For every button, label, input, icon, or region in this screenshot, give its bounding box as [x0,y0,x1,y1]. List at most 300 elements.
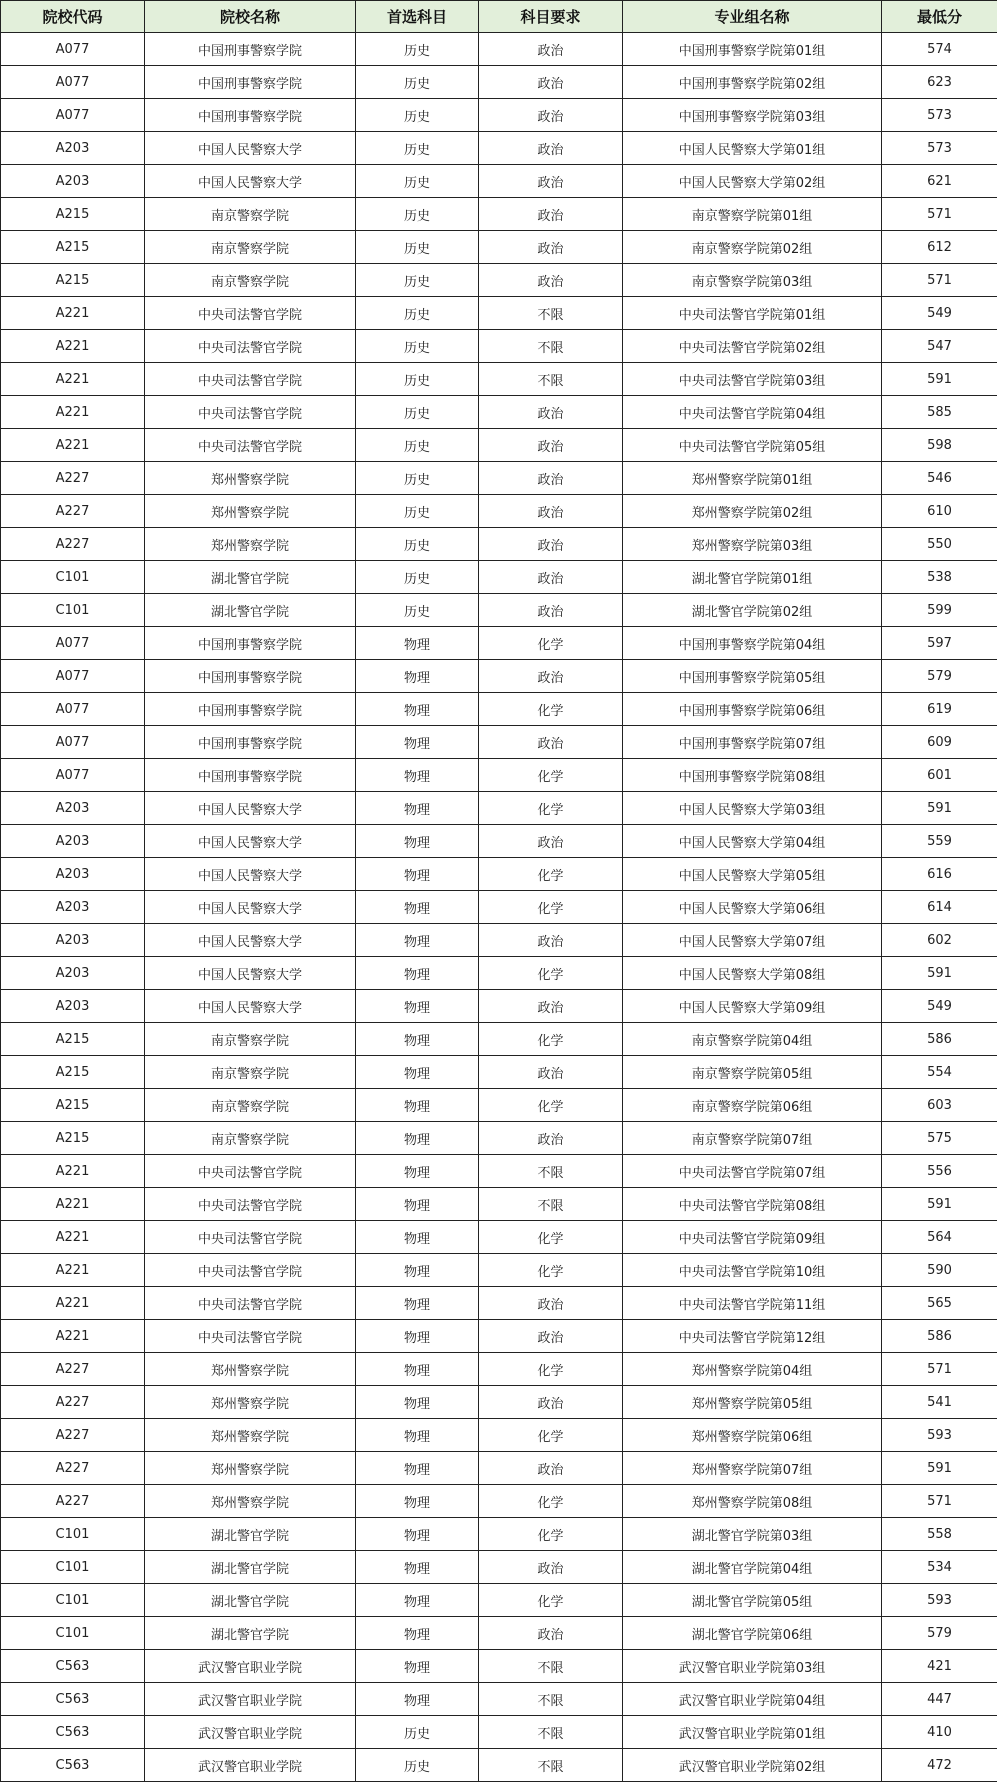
cell-school-code: A203 [1,990,145,1023]
cell-min-score: 591 [882,792,997,825]
cell-school-name: 中国人民警察大学 [145,957,356,990]
cell-first-subject: 历史 [356,462,479,495]
cell-major-group-name: 南京警察学院第07组 [623,1122,882,1155]
cell-subject-requirement: 化学 [479,1089,623,1122]
cell-min-score: 621 [882,165,997,198]
cell-subject-requirement: 政治 [479,660,623,693]
cell-min-score: 558 [882,1518,997,1551]
cell-subject-requirement: 化学 [479,1221,623,1254]
cell-school-code: A215 [1,1122,145,1155]
cell-major-group-name: 南京警察学院第02组 [623,231,882,264]
table-row [1,1551,997,1584]
cell-first-subject: 历史 [356,297,479,330]
cell-first-subject: 历史 [356,495,479,528]
cell-school-code: A203 [1,165,145,198]
cell-subject-requirement: 政治 [479,165,623,198]
cell-subject-requirement: 不限 [479,363,623,396]
cell-school-code: A215 [1,264,145,297]
cell-school-name: 湖北警官学院 [145,1518,356,1551]
cell-major-group-name: 南京警察学院第01组 [623,198,882,231]
cell-min-score: 591 [882,1452,997,1485]
cell-major-group-name: 郑州警察学院第03组 [623,528,882,561]
cell-school-code: A077 [1,660,145,693]
cell-school-code: C101 [1,561,145,594]
table-header [1,1,997,33]
cell-major-group-name: 武汉警官职业学院第03组 [623,1650,882,1683]
cell-school-code: A221 [1,396,145,429]
cell-first-subject: 物理 [356,1122,479,1155]
cell-major-group-name: 中国人民警察大学第08组 [623,957,882,990]
cell-school-name: 中国刑事警察学院 [145,66,356,99]
cell-school-code: A227 [1,1386,145,1419]
cell-subject-requirement: 政治 [479,1287,623,1320]
cell-first-subject: 物理 [356,726,479,759]
cell-school-code: C101 [1,1617,145,1650]
cell-school-name: 中央司法警官学院 [145,297,356,330]
cell-first-subject: 物理 [356,957,479,990]
cell-major-group-name: 郑州警察学院第06组 [623,1419,882,1452]
cell-school-code: C101 [1,594,145,627]
cell-major-group-name: 郑州警察学院第05组 [623,1386,882,1419]
cell-school-name: 郑州警察学院 [145,1386,356,1419]
cell-major-group-name: 湖北警官学院第05组 [623,1584,882,1617]
cell-school-name: 中国刑事警察学院 [145,726,356,759]
cell-school-code: C563 [1,1716,145,1749]
cell-subject-requirement: 政治 [479,132,623,165]
cell-min-score: 472 [882,1749,997,1782]
cell-school-name: 南京警察学院 [145,231,356,264]
cell-subject-requirement: 政治 [479,462,623,495]
cell-subject-requirement: 政治 [479,825,623,858]
cell-school-name: 湖北警官学院 [145,561,356,594]
cell-school-name: 中央司法警官学院 [145,396,356,429]
cell-major-group-name: 南京警察学院第06组 [623,1089,882,1122]
cell-subject-requirement: 政治 [479,924,623,957]
cell-min-score: 550 [882,528,997,561]
header-major-group-name: 专业组名称 [623,1,882,33]
cell-subject-requirement: 政治 [479,528,623,561]
cell-subject-requirement: 化学 [479,858,623,891]
cell-school-name: 郑州警察学院 [145,1419,356,1452]
cell-subject-requirement: 不限 [479,1683,623,1716]
table-row [1,1518,997,1551]
cell-first-subject: 历史 [356,594,479,627]
cell-subject-requirement: 政治 [479,66,623,99]
cell-subject-requirement: 化学 [479,1353,623,1386]
cell-min-score: 571 [882,264,997,297]
cell-school-name: 南京警察学院 [145,198,356,231]
cell-min-score: 573 [882,99,997,132]
cell-subject-requirement: 化学 [479,792,623,825]
cell-school-name: 武汉警官职业学院 [145,1749,356,1782]
cell-first-subject: 物理 [356,1353,479,1386]
cell-first-subject: 物理 [356,792,479,825]
cell-first-subject: 历史 [356,396,479,429]
cell-major-group-name: 郑州警察学院第02组 [623,495,882,528]
cell-school-code: A077 [1,627,145,660]
cell-first-subject: 历史 [356,528,479,561]
table-row [1,660,997,693]
table-row [1,561,997,594]
table-row [1,1716,997,1749]
table-row [1,1023,997,1056]
cell-school-name: 中央司法警官学院 [145,363,356,396]
cell-school-code: A203 [1,957,145,990]
cell-min-score: 579 [882,1617,997,1650]
cell-school-name: 南京警察学院 [145,264,356,297]
cell-min-score: 556 [882,1155,997,1188]
cell-subject-requirement: 政治 [479,429,623,462]
cell-subject-requirement: 化学 [479,1584,623,1617]
cell-min-score: 590 [882,1254,997,1287]
cell-subject-requirement: 不限 [479,1716,623,1749]
cell-min-score: 591 [882,957,997,990]
cell-subject-requirement: 政治 [479,561,623,594]
cell-min-score: 591 [882,1188,997,1221]
cell-subject-requirement: 化学 [479,891,623,924]
cell-first-subject: 物理 [356,891,479,924]
cell-school-code: A077 [1,759,145,792]
cell-first-subject: 物理 [356,1023,479,1056]
cell-school-code: A077 [1,726,145,759]
table-row [1,1320,997,1353]
cell-major-group-name: 中央司法警官学院第01组 [623,297,882,330]
cell-school-code: C563 [1,1683,145,1716]
cell-min-score: 538 [882,561,997,594]
cell-subject-requirement: 政治 [479,1617,623,1650]
table-row [1,297,997,330]
cell-subject-requirement: 化学 [479,627,623,660]
cell-min-score: 554 [882,1056,997,1089]
cell-min-score: 541 [882,1386,997,1419]
cell-first-subject: 物理 [356,1518,479,1551]
table-row [1,33,997,66]
cell-school-code: A221 [1,1320,145,1353]
cell-subject-requirement: 政治 [479,231,623,264]
table-row [1,1122,997,1155]
cell-subject-requirement: 化学 [479,1485,623,1518]
cell-major-group-name: 中国人民警察大学第06组 [623,891,882,924]
header-row [1,1,997,33]
cell-school-name: 中国人民警察大学 [145,825,356,858]
cell-school-code: A203 [1,858,145,891]
cell-first-subject: 物理 [356,759,479,792]
cell-subject-requirement: 不限 [479,297,623,330]
cell-school-code: A221 [1,1287,145,1320]
cell-min-score: 619 [882,693,997,726]
cell-school-code: A215 [1,198,145,231]
cell-first-subject: 历史 [356,33,479,66]
cell-first-subject: 历史 [356,1749,479,1782]
cell-major-group-name: 郑州警察学院第01组 [623,462,882,495]
cell-subject-requirement: 政治 [479,990,623,1023]
cell-school-code: A203 [1,924,145,957]
table-row [1,1353,997,1386]
cell-subject-requirement: 政治 [479,1056,623,1089]
cell-first-subject: 物理 [356,825,479,858]
cell-min-score: 602 [882,924,997,957]
cell-first-subject: 物理 [356,693,479,726]
cell-major-group-name: 中国刑事警察学院第02组 [623,66,882,99]
cell-school-code: A077 [1,99,145,132]
cell-first-subject: 物理 [356,1485,479,1518]
cell-major-group-name: 中央司法警官学院第05组 [623,429,882,462]
cell-school-name: 中央司法警官学院 [145,1221,356,1254]
cell-school-name: 中国人民警察大学 [145,858,356,891]
cell-major-group-name: 湖北警官学院第02组 [623,594,882,627]
cell-first-subject: 物理 [356,858,479,891]
cell-major-group-name: 中国刑事警察学院第08组 [623,759,882,792]
cell-major-group-name: 中国人民警察大学第09组 [623,990,882,1023]
cell-school-name: 中国刑事警察学院 [145,759,356,792]
header-subject-requirement: 科目要求 [479,1,623,33]
cell-first-subject: 物理 [356,1254,479,1287]
cell-first-subject: 历史 [356,330,479,363]
table-row [1,1155,997,1188]
cell-subject-requirement: 政治 [479,396,623,429]
cell-subject-requirement: 不限 [479,1749,623,1782]
cell-first-subject: 物理 [356,1551,479,1584]
cell-min-score: 549 [882,297,997,330]
cell-school-code: A215 [1,1056,145,1089]
cell-school-code: A227 [1,528,145,561]
cell-school-name: 中国人民警察大学 [145,165,356,198]
table-row [1,1287,997,1320]
cell-school-name: 中国人民警察大学 [145,990,356,1023]
cell-major-group-name: 中央司法警官学院第11组 [623,1287,882,1320]
table-row [1,363,997,396]
cell-first-subject: 物理 [356,1320,479,1353]
cell-min-score: 447 [882,1683,997,1716]
cell-min-score: 614 [882,891,997,924]
cell-min-score: 593 [882,1419,997,1452]
cell-first-subject: 物理 [356,1452,479,1485]
cell-major-group-name: 中国刑事警察学院第01组 [623,33,882,66]
cell-first-subject: 历史 [356,231,479,264]
cell-min-score: 559 [882,825,997,858]
table-row [1,924,997,957]
cell-school-name: 湖北警官学院 [145,1584,356,1617]
cell-school-name: 湖北警官学院 [145,594,356,627]
cell-school-name: 中央司法警官学院 [145,1320,356,1353]
table-row [1,429,997,462]
table-row [1,1254,997,1287]
cell-school-code: A215 [1,1089,145,1122]
table-row [1,1617,997,1650]
cell-min-score: 565 [882,1287,997,1320]
cell-school-code: C101 [1,1551,145,1584]
cell-school-code: A203 [1,792,145,825]
cell-min-score: 573 [882,132,997,165]
table-row [1,1188,997,1221]
cell-min-score: 546 [882,462,997,495]
table-row [1,1056,997,1089]
cell-subject-requirement: 政治 [479,264,623,297]
table-row [1,462,997,495]
cell-school-code: C101 [1,1584,145,1617]
cell-first-subject: 物理 [356,1419,479,1452]
cell-first-subject: 物理 [356,1650,479,1683]
cell-subject-requirement: 化学 [479,1419,623,1452]
cell-min-score: 586 [882,1320,997,1353]
cell-subject-requirement: 政治 [479,99,623,132]
cell-school-code: A221 [1,330,145,363]
cell-first-subject: 历史 [356,264,479,297]
cell-major-group-name: 南京警察学院第03组 [623,264,882,297]
cell-school-name: 湖北警官学院 [145,1617,356,1650]
cell-major-group-name: 武汉警官职业学院第04组 [623,1683,882,1716]
table-row [1,1452,997,1485]
cell-min-score: 586 [882,1023,997,1056]
table-row [1,231,997,264]
cell-major-group-name: 中国刑事警察学院第05组 [623,660,882,693]
table-row [1,66,997,99]
cell-first-subject: 物理 [356,1617,479,1650]
cell-school-name: 中国刑事警察学院 [145,627,356,660]
cell-first-subject: 历史 [356,66,479,99]
cell-school-code: A227 [1,1452,145,1485]
cell-subject-requirement: 政治 [479,1122,623,1155]
cell-school-name: 中国人民警察大学 [145,924,356,957]
cell-school-code: A221 [1,429,145,462]
cell-school-code: A221 [1,363,145,396]
cell-school-name: 中央司法警官学院 [145,429,356,462]
table-row [1,1650,997,1683]
cell-major-group-name: 中国刑事警察学院第04组 [623,627,882,660]
table-row [1,726,997,759]
cell-min-score: 585 [882,396,997,429]
table-row [1,1683,997,1716]
cell-first-subject: 历史 [356,99,479,132]
cell-min-score: 547 [882,330,997,363]
table-row [1,1485,997,1518]
cell-school-code: A221 [1,1221,145,1254]
table-row [1,1089,997,1122]
cell-min-score: 603 [882,1089,997,1122]
cell-major-group-name: 武汉警官职业学院第01组 [623,1716,882,1749]
cell-school-code: A203 [1,825,145,858]
table-row [1,627,997,660]
table-row [1,198,997,231]
cell-first-subject: 物理 [356,1188,479,1221]
cell-min-score: 421 [882,1650,997,1683]
cell-major-group-name: 中央司法警官学院第03组 [623,363,882,396]
cell-major-group-name: 中央司法警官学院第07组 [623,1155,882,1188]
cell-school-code: A227 [1,462,145,495]
cell-first-subject: 物理 [356,924,479,957]
cell-subject-requirement: 政治 [479,495,623,528]
cell-school-name: 中国人民警察大学 [145,132,356,165]
cell-school-code: A215 [1,1023,145,1056]
cell-school-code: A227 [1,1419,145,1452]
cell-subject-requirement: 化学 [479,1518,623,1551]
cell-subject-requirement: 化学 [479,957,623,990]
cell-school-name: 中国刑事警察学院 [145,660,356,693]
table-row [1,891,997,924]
table-row [1,1584,997,1617]
cell-major-group-name: 郑州警察学院第04组 [623,1353,882,1386]
cell-major-group-name: 中央司法警官学院第09组 [623,1221,882,1254]
cell-school-name: 中国刑事警察学院 [145,693,356,726]
cell-school-code: A203 [1,891,145,924]
cell-major-group-name: 中国人民警察大学第02组 [623,165,882,198]
table-row [1,759,997,792]
cell-major-group-name: 中国人民警察大学第07组 [623,924,882,957]
cell-major-group-name: 湖北警官学院第04组 [623,1551,882,1584]
cell-subject-requirement: 政治 [479,198,623,231]
cell-min-score: 612 [882,231,997,264]
cell-major-group-name: 中央司法警官学院第10组 [623,1254,882,1287]
table-row [1,132,997,165]
cell-first-subject: 历史 [356,429,479,462]
cell-school-name: 武汉警官职业学院 [145,1683,356,1716]
cell-major-group-name: 中国人民警察大学第03组 [623,792,882,825]
table-body [1,33,997,1782]
cell-school-code: A215 [1,231,145,264]
cell-first-subject: 历史 [356,561,479,594]
cell-school-code: A077 [1,693,145,726]
cell-first-subject: 物理 [356,1056,479,1089]
cell-major-group-name: 中央司法警官学院第08组 [623,1188,882,1221]
header-school-name: 院校名称 [145,1,356,33]
cell-min-score: 623 [882,66,997,99]
cell-min-score: 574 [882,33,997,66]
cell-major-group-name: 中国人民警察大学第05组 [623,858,882,891]
cell-major-group-name: 武汉警官职业学院第02组 [623,1749,882,1782]
cell-major-group-name: 湖北警官学院第01组 [623,561,882,594]
cell-school-code: A077 [1,33,145,66]
table-row [1,792,997,825]
cell-school-name: 武汉警官职业学院 [145,1650,356,1683]
cell-first-subject: 历史 [356,198,479,231]
cell-major-group-name: 中央司法警官学院第12组 [623,1320,882,1353]
cell-subject-requirement: 化学 [479,759,623,792]
cell-subject-requirement: 不限 [479,1650,623,1683]
cell-school-name: 湖北警官学院 [145,1551,356,1584]
cell-subject-requirement: 政治 [479,1551,623,1584]
cell-major-group-name: 南京警察学院第04组 [623,1023,882,1056]
table-row [1,1749,997,1782]
cell-major-group-name: 中国人民警察大学第04组 [623,825,882,858]
cell-subject-requirement: 化学 [479,693,623,726]
table-row [1,1221,997,1254]
cell-major-group-name: 中央司法警官学院第02组 [623,330,882,363]
cell-min-score: 609 [882,726,997,759]
cell-major-group-name: 南京警察学院第05组 [623,1056,882,1089]
cell-school-name: 中国人民警察大学 [145,891,356,924]
cell-major-group-name: 中国刑事警察学院第03组 [623,99,882,132]
cell-school-name: 郑州警察学院 [145,495,356,528]
cell-school-code: C563 [1,1650,145,1683]
cell-first-subject: 物理 [356,990,479,1023]
cell-subject-requirement: 不限 [479,1155,623,1188]
cell-min-score: 575 [882,1122,997,1155]
cell-subject-requirement: 不限 [479,1188,623,1221]
cell-school-name: 武汉警官职业学院 [145,1716,356,1749]
cell-first-subject: 物理 [356,627,479,660]
cell-school-name: 中国刑事警察学院 [145,33,356,66]
cell-first-subject: 物理 [356,1221,479,1254]
cell-school-code: A221 [1,297,145,330]
table-row [1,825,997,858]
table-row [1,957,997,990]
table-row [1,165,997,198]
cell-school-code: A221 [1,1155,145,1188]
cell-school-name: 郑州警察学院 [145,1353,356,1386]
table-row [1,330,997,363]
cell-min-score: 549 [882,990,997,1023]
cell-first-subject: 物理 [356,660,479,693]
